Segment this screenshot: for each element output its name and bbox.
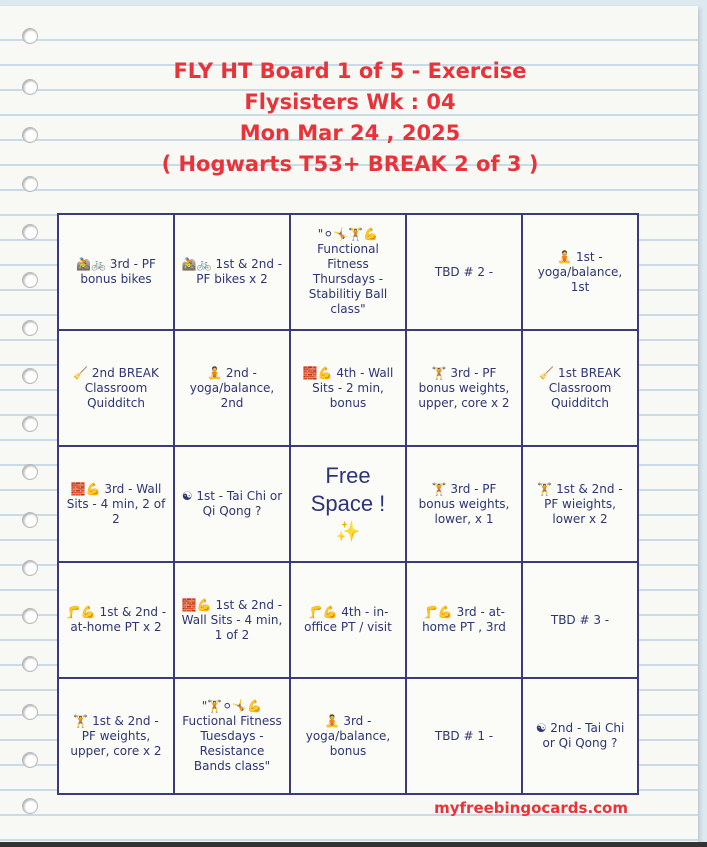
binder-hole-icon [22, 704, 38, 720]
bingo-cell[interactable]: 🚵🚲 1st & 2nd - PF bikes x 2 [174, 214, 290, 330]
bingo-cell[interactable]: TBD # 3 - [522, 562, 638, 678]
board-header [60, 56, 640, 180]
bingo-cell[interactable]: 🦵💪 4th - in-office PT / visit [290, 562, 406, 678]
binder-hole-icon [22, 224, 38, 240]
binder-hole-icon [22, 656, 38, 672]
binder-hole-icon [22, 608, 38, 624]
bingo-cell[interactable]: ☯ 2nd - Tai Chi or Qi Qong ? [522, 678, 638, 794]
binder-hole-icon [22, 79, 38, 95]
binder-hole-icon [22, 798, 38, 814]
bingo-cell[interactable]: "⚪🤸🏋💪 Functional Fitness Thursdays - Stabilitiy Ball class" [290, 214, 406, 330]
bingo-cell[interactable]: "🏋⚪🤸💪 Fuctional Fitness Tuesdays - Resistance Bands class" [174, 678, 290, 794]
binder-hole-icon [22, 464, 38, 480]
bingo-cell[interactable]: 🏋 3rd - PF bonus weights, upper, core x 2 [406, 330, 522, 446]
bingo-cell[interactable]: 🧘 1st - yoga/balance, 1st [522, 214, 638, 330]
site-watermark: myfreebingocards.com [434, 799, 628, 817]
bingo-cell[interactable]: 🏋 3rd - PF bonus weights, lower, x 1 [406, 446, 522, 562]
binder-hole-icon [22, 416, 38, 432]
bingo-cell[interactable]: 🧱💪 3rd - Wall Sits - 4 min, 2 of 2 [58, 446, 174, 562]
binder-hole-icon [22, 368, 38, 384]
bingo-cell[interactable]: 🧹 1st BREAK Classroom Quidditch [522, 330, 638, 446]
bingo-cell[interactable]: 🦵💪 1st & 2nd - at-home PT x 2 [58, 562, 174, 678]
binder-hole-icon [22, 127, 38, 143]
bingo-cell[interactable]: 🦵💪 3rd - at-home PT , 3rd [406, 562, 522, 678]
bingo-cell[interactable]: TBD # 2 - [406, 214, 522, 330]
sparkle-icon: ✨ [335, 521, 361, 543]
bingo-cell[interactable]: TBD # 1 - [406, 678, 522, 794]
page-bottom-edge [0, 842, 707, 847]
bingo-cell[interactable]: 🧘 2nd - yoga/balance, 2nd [174, 330, 290, 446]
bingo-cell[interactable]: 🚵🚲 3rd - PF bonus bikes [58, 214, 174, 330]
board-date: Mon Mar 24 , 2025 [239, 121, 461, 145]
free-space-cell[interactable] [290, 446, 406, 562]
binder-hole-icon [22, 28, 38, 44]
bingo-grid [57, 213, 639, 795]
binder-hole-icon [22, 512, 38, 528]
bingo-cell[interactable]: 🧱💪 1st & 2nd - Wall Sits - 4 min, 1 of 2 [174, 562, 290, 678]
bingo-cell[interactable]: ☯ 1st - Tai Chi or Qi Qong ? [174, 446, 290, 562]
binder-hole-icon [22, 560, 38, 576]
binder-hole-icon [22, 320, 38, 336]
bingo-cell[interactable]: 🧹 2nd BREAK Classroom Quidditch [58, 330, 174, 446]
bingo-cell[interactable]: 🧱💪 4th - Wall Sits - 2 min, bonus [290, 330, 406, 446]
free-space-label: Free Space ! [310, 463, 386, 516]
board-week: Flysisters Wk : 04 [244, 90, 456, 114]
board-subtitle: ( Hogwarts T53+ BREAK 2 of 3 ) [161, 152, 539, 176]
bingo-cell[interactable]: 🏋 1st & 2nd - PF weights, upper, core x 2 [58, 678, 174, 794]
binder-hole-icon [22, 176, 38, 192]
binder-hole-icon [22, 752, 38, 768]
bingo-cell[interactable]: 🏋 1st & 2nd - PF wieights, lower x 2 [522, 446, 638, 562]
binder-hole-icon [22, 272, 38, 288]
board-title: FLY HT Board 1 of 5 - Exercise [173, 59, 527, 83]
notebook-paper [0, 6, 698, 842]
bingo-cell[interactable]: 🧘 3rd - yoga/balance, bonus [290, 678, 406, 794]
